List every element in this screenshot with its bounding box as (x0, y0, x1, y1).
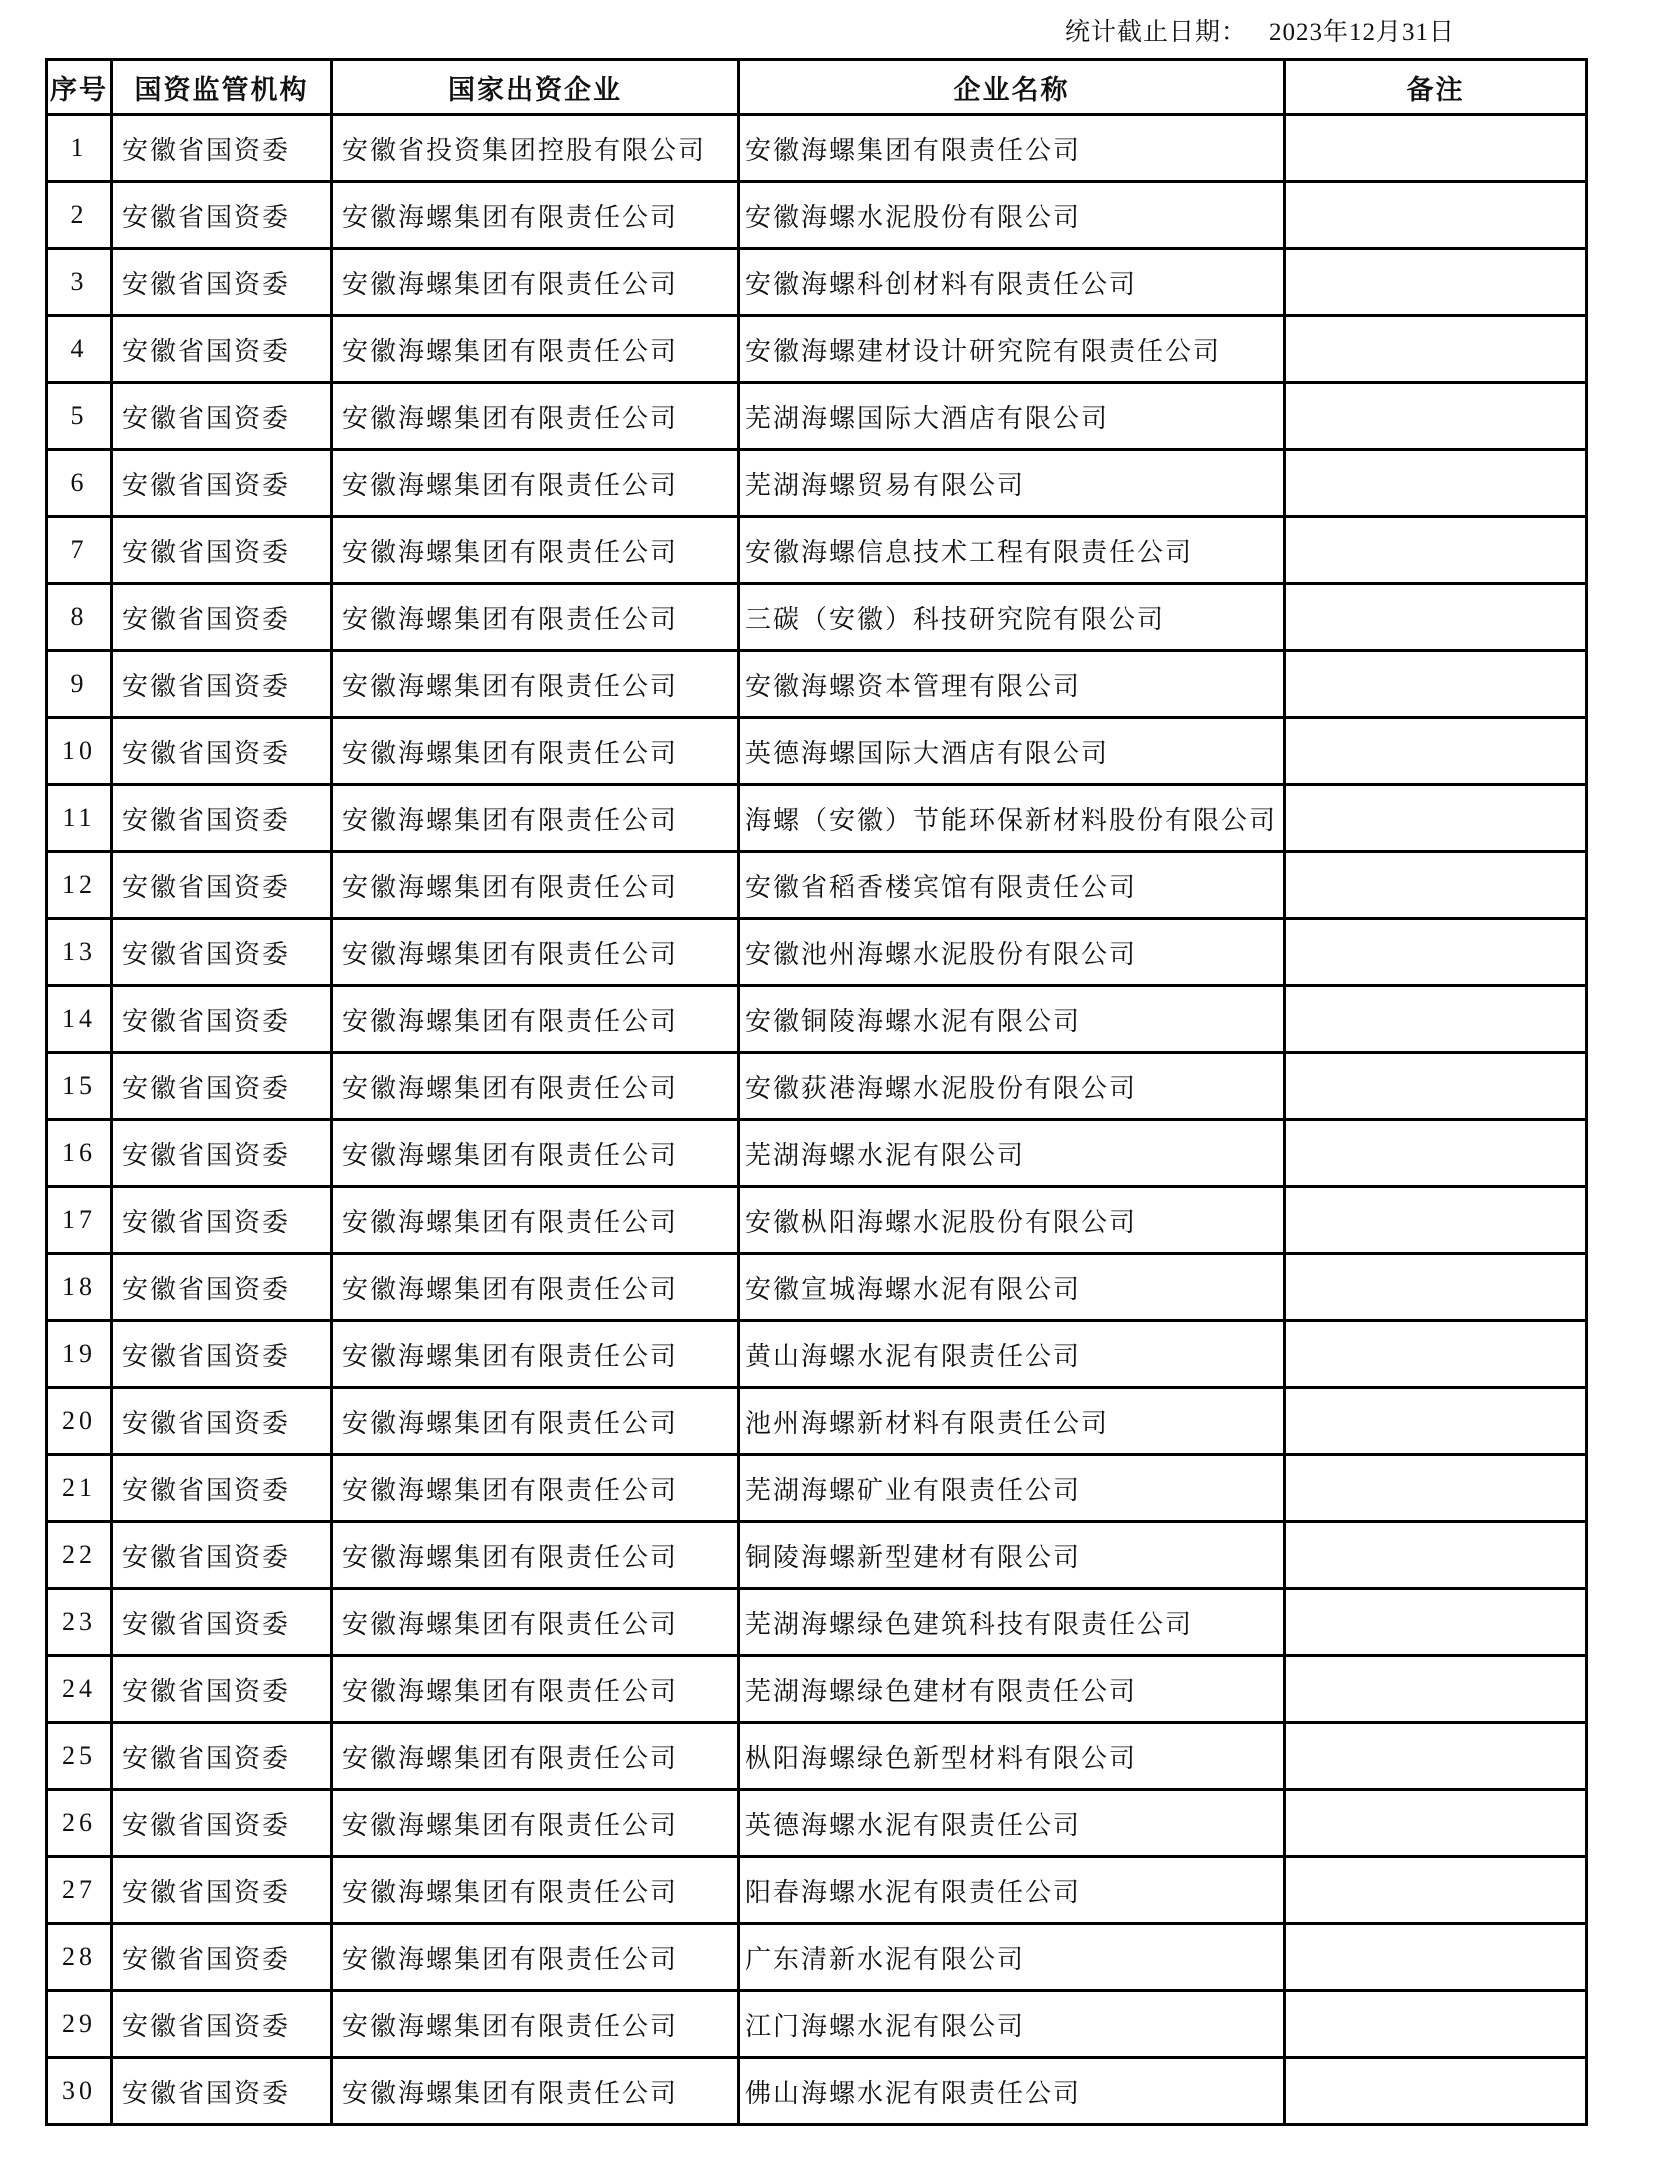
parent-company-cell: 安徽海螺集团有限责任公司 (332, 1388, 739, 1455)
regulator-cell: 安徽省国资委 (112, 517, 332, 584)
regulator-cell: 安徽省国资委 (112, 115, 332, 182)
remark-cell (1285, 718, 1587, 785)
remark-cell (1285, 249, 1587, 316)
row-number-cell: 3 (47, 249, 112, 316)
remark-cell (1285, 1522, 1587, 1589)
column-header-number: 序号 (47, 60, 112, 115)
company-name-cell: 芜湖海螺国际大酒店有限公司 (739, 383, 1285, 450)
statistics-cutoff-date (1065, 12, 1455, 48)
company-name-cell: 芜湖海螺水泥有限公司 (739, 1120, 1285, 1187)
regulator-cell: 安徽省国资委 (112, 852, 332, 919)
parent-company-cell: 安徽海螺集团有限责任公司 (332, 1455, 739, 1522)
table-row (47, 1388, 1587, 1455)
row-number-cell: 19 (47, 1321, 112, 1388)
parent-company-cell: 安徽海螺集团有限责任公司 (332, 249, 739, 316)
regulator-cell: 安徽省国资委 (112, 1723, 332, 1790)
row-number-cell: 20 (47, 1388, 112, 1455)
remark-cell (1285, 1120, 1587, 1187)
regulator-cell: 安徽省国资委 (112, 182, 332, 249)
company-name-cell: 芜湖海螺贸易有限公司 (739, 450, 1285, 517)
table-row (47, 1455, 1587, 1522)
row-number-cell: 14 (47, 986, 112, 1053)
parent-company-cell: 安徽海螺集团有限责任公司 (332, 517, 739, 584)
table-row (47, 1857, 1587, 1924)
parent-company-cell: 安徽海螺集团有限责任公司 (332, 1857, 739, 1924)
company-name-cell: 安徽铜陵海螺水泥有限公司 (739, 986, 1285, 1053)
parent-company-cell: 安徽海螺集团有限责任公司 (332, 718, 739, 785)
company-name-cell: 安徽省稻香楼宾馆有限责任公司 (739, 852, 1285, 919)
regulator-cell: 安徽省国资委 (112, 1388, 332, 1455)
parent-company-cell: 安徽海螺集团有限责任公司 (332, 1991, 739, 2058)
table-row (47, 584, 1587, 651)
remark-cell (1285, 182, 1587, 249)
column-header-regulator: 国资监管机构 (112, 60, 332, 115)
regulator-cell: 安徽省国资委 (112, 1254, 332, 1321)
row-number-cell: 4 (47, 316, 112, 383)
company-name-cell: 芜湖海螺绿色建材有限责任公司 (739, 1656, 1285, 1723)
company-name-cell: 英德海螺水泥有限责任公司 (739, 1790, 1285, 1857)
table-row (47, 182, 1587, 249)
table-row (47, 852, 1587, 919)
parent-company-cell: 安徽海螺集团有限责任公司 (332, 919, 739, 986)
parent-company-cell: 安徽海螺集团有限责任公司 (332, 651, 739, 718)
column-header-remark: 备注 (1285, 60, 1587, 115)
column-header-company: 企业名称 (739, 60, 1285, 115)
remark-cell (1285, 1857, 1587, 1924)
parent-company-cell: 安徽海螺集团有限责任公司 (332, 1120, 739, 1187)
regulator-cell: 安徽省国资委 (112, 1924, 332, 1991)
table-row (47, 249, 1587, 316)
remark-cell (1285, 986, 1587, 1053)
regulator-cell: 安徽省国资委 (112, 1857, 332, 1924)
row-number-cell: 6 (47, 450, 112, 517)
row-number-cell: 22 (47, 1522, 112, 1589)
parent-company-cell: 安徽海螺集团有限责任公司 (332, 450, 739, 517)
parent-company-cell: 安徽海螺集团有限责任公司 (332, 1254, 739, 1321)
table-row (47, 1254, 1587, 1321)
parent-company-cell: 安徽海螺集团有限责任公司 (332, 383, 739, 450)
table-row (47, 316, 1587, 383)
table-row (47, 517, 1587, 584)
remark-cell (1285, 1723, 1587, 1790)
parent-company-cell: 安徽海螺集团有限责任公司 (332, 1790, 739, 1857)
regulator-cell: 安徽省国资委 (112, 249, 332, 316)
row-number-cell: 11 (47, 785, 112, 852)
regulator-cell: 安徽省国资委 (112, 2058, 332, 2125)
statistics-cutoff-date-label: 统计截止日期： (1064, 19, 1247, 46)
table-row (47, 919, 1587, 986)
parent-company-cell: 安徽海螺集团有限责任公司 (332, 1522, 739, 1589)
remark-cell (1285, 1053, 1587, 1120)
row-number-cell: 28 (47, 1924, 112, 1991)
company-name-cell: 广东清新水泥有限公司 (739, 1924, 1285, 1991)
parent-company-cell: 安徽海螺集团有限责任公司 (332, 2058, 739, 2125)
company-name-cell: 江门海螺水泥有限公司 (739, 1991, 1285, 2058)
regulator-cell: 安徽省国资委 (112, 1187, 332, 1254)
parent-company-cell: 安徽海螺集团有限责任公司 (332, 1589, 739, 1656)
row-number-cell: 25 (47, 1723, 112, 1790)
table-row (47, 383, 1587, 450)
table-row (47, 1522, 1587, 1589)
row-number-cell: 18 (47, 1254, 112, 1321)
regulator-cell: 安徽省国资委 (112, 584, 332, 651)
table-row (47, 115, 1587, 182)
company-name-cell: 佛山海螺水泥有限责任公司 (739, 2058, 1285, 2125)
regulator-cell: 安徽省国资委 (112, 1991, 332, 2058)
remark-cell (1285, 1455, 1587, 1522)
row-number-cell: 15 (47, 1053, 112, 1120)
remark-cell (1285, 1656, 1587, 1723)
row-number-cell: 17 (47, 1187, 112, 1254)
company-name-cell: 芜湖海螺绿色建筑科技有限责任公司 (739, 1589, 1285, 1656)
table-header (47, 60, 1587, 115)
regulator-cell: 安徽省国资委 (112, 1790, 332, 1857)
state-owned-enterprise-table (45, 58, 1588, 2126)
company-name-cell: 三碳（安徽）科技研究院有限公司 (739, 584, 1285, 651)
row-number-cell: 13 (47, 919, 112, 986)
remark-cell (1285, 1991, 1587, 2058)
parent-company-cell: 安徽省投资集团控股有限公司 (332, 115, 739, 182)
company-name-cell: 安徽海螺建材设计研究院有限责任公司 (739, 316, 1285, 383)
row-number-cell: 24 (47, 1656, 112, 1723)
row-number-cell: 9 (47, 651, 112, 718)
parent-company-cell: 安徽海螺集团有限责任公司 (332, 986, 739, 1053)
row-number-cell: 16 (47, 1120, 112, 1187)
row-number-cell: 23 (47, 1589, 112, 1656)
remark-cell (1285, 1321, 1587, 1388)
regulator-cell: 安徽省国资委 (112, 450, 332, 517)
remark-cell (1285, 2058, 1587, 2125)
table-row (47, 1053, 1587, 1120)
table-row (47, 785, 1587, 852)
company-name-cell: 黄山海螺水泥有限责任公司 (739, 1321, 1285, 1388)
row-number-cell: 29 (47, 1991, 112, 2058)
regulator-cell: 安徽省国资委 (112, 651, 332, 718)
row-number-cell: 21 (47, 1455, 112, 1522)
row-number-cell: 26 (47, 1790, 112, 1857)
table-row (47, 1723, 1587, 1790)
remark-cell (1285, 517, 1587, 584)
row-number-cell: 7 (47, 517, 112, 584)
table-row (47, 1656, 1587, 1723)
regulator-cell: 安徽省国资委 (112, 718, 332, 785)
company-name-cell: 安徽宣城海螺水泥有限公司 (739, 1254, 1285, 1321)
row-number-cell: 8 (47, 584, 112, 651)
table-row (47, 651, 1587, 718)
remark-cell (1285, 785, 1587, 852)
company-name-cell: 阳春海螺水泥有限责任公司 (739, 1857, 1285, 1924)
table-row (47, 2058, 1587, 2125)
remark-cell (1285, 919, 1587, 986)
row-number-cell: 10 (47, 718, 112, 785)
remark-cell (1285, 1924, 1587, 1991)
regulator-cell: 安徽省国资委 (112, 1522, 332, 1589)
regulator-cell: 安徽省国资委 (112, 1656, 332, 1723)
parent-company-cell: 安徽海螺集团有限责任公司 (332, 182, 739, 249)
remark-cell (1285, 1589, 1587, 1656)
table-row (47, 1187, 1587, 1254)
regulator-cell: 安徽省国资委 (112, 1589, 332, 1656)
remark-cell (1285, 1388, 1587, 1455)
table-row (47, 986, 1587, 1053)
company-name-cell: 安徽海螺水泥股份有限公司 (739, 182, 1285, 249)
remark-cell (1285, 115, 1587, 182)
column-header-parent: 国家出资企业 (332, 60, 739, 115)
parent-company-cell: 安徽海螺集团有限责任公司 (332, 1321, 739, 1388)
row-number-cell: 2 (47, 182, 112, 249)
remark-cell (1285, 584, 1587, 651)
regulator-cell: 安徽省国资委 (112, 1053, 332, 1120)
company-name-cell: 安徽海螺集团有限责任公司 (739, 115, 1285, 182)
company-name-cell: 安徽池州海螺水泥股份有限公司 (739, 919, 1285, 986)
regulator-cell: 安徽省国资委 (112, 383, 332, 450)
row-number-cell: 30 (47, 2058, 112, 2125)
remark-cell (1285, 316, 1587, 383)
company-name-cell: 安徽海螺资本管理有限公司 (739, 651, 1285, 718)
remark-cell (1285, 1790, 1587, 1857)
regulator-cell: 安徽省国资委 (112, 986, 332, 1053)
regulator-cell: 安徽省国资委 (112, 316, 332, 383)
table-row (47, 718, 1587, 785)
remark-cell (1285, 1254, 1587, 1321)
row-number-cell: 12 (47, 852, 112, 919)
remark-cell (1285, 651, 1587, 718)
table-row (47, 1991, 1587, 2058)
row-number-cell: 1 (47, 115, 112, 182)
remark-cell (1285, 450, 1587, 517)
row-number-cell: 5 (47, 383, 112, 450)
regulator-cell: 安徽省国资委 (112, 1455, 332, 1522)
company-name-cell: 安徽枞阳海螺水泥股份有限公司 (739, 1187, 1285, 1254)
company-name-cell: 英德海螺国际大酒店有限公司 (739, 718, 1285, 785)
parent-company-cell: 安徽海螺集团有限责任公司 (332, 1656, 739, 1723)
regulator-cell: 安徽省国资委 (112, 919, 332, 986)
remark-cell (1285, 383, 1587, 450)
table-row (47, 1589, 1587, 1656)
remark-cell (1285, 852, 1587, 919)
company-name-cell: 海螺（安徽）节能环保新材料股份有限公司 (739, 785, 1285, 852)
parent-company-cell: 安徽海螺集团有限责任公司 (332, 785, 739, 852)
table-row (47, 1120, 1587, 1187)
company-name-cell: 芜湖海螺矿业有限责任公司 (739, 1455, 1285, 1522)
statistics-cutoff-date-value: 2023年12月31日 (1268, 19, 1455, 46)
table-row (47, 1321, 1587, 1388)
table-row (47, 1924, 1587, 1991)
table-row (47, 450, 1587, 517)
company-name-cell: 安徽荻港海螺水泥股份有限公司 (739, 1053, 1285, 1120)
company-name-cell: 池州海螺新材料有限责任公司 (739, 1388, 1285, 1455)
regulator-cell: 安徽省国资委 (112, 1120, 332, 1187)
company-name-cell: 铜陵海螺新型建材有限公司 (739, 1522, 1285, 1589)
table-body (47, 115, 1587, 2125)
company-name-cell: 枞阳海螺绿色新型材料有限公司 (739, 1723, 1285, 1790)
company-name-cell: 安徽海螺信息技术工程有限责任公司 (739, 517, 1285, 584)
parent-company-cell: 安徽海螺集团有限责任公司 (332, 1723, 739, 1790)
row-number-cell: 27 (47, 1857, 112, 1924)
parent-company-cell: 安徽海螺集团有限责任公司 (332, 1053, 739, 1120)
table-row (47, 1790, 1587, 1857)
parent-company-cell: 安徽海螺集团有限责任公司 (332, 316, 739, 383)
parent-company-cell: 安徽海螺集团有限责任公司 (332, 1924, 739, 1991)
remark-cell (1285, 1187, 1587, 1254)
parent-company-cell: 安徽海螺集团有限责任公司 (332, 1187, 739, 1254)
regulator-cell: 安徽省国资委 (112, 1321, 332, 1388)
parent-company-cell: 安徽海螺集团有限责任公司 (332, 584, 739, 651)
company-name-cell: 安徽海螺科创材料有限责任公司 (739, 249, 1285, 316)
table-header-row (47, 60, 1587, 115)
parent-company-cell: 安徽海螺集团有限责任公司 (332, 852, 739, 919)
regulator-cell: 安徽省国资委 (112, 785, 332, 852)
